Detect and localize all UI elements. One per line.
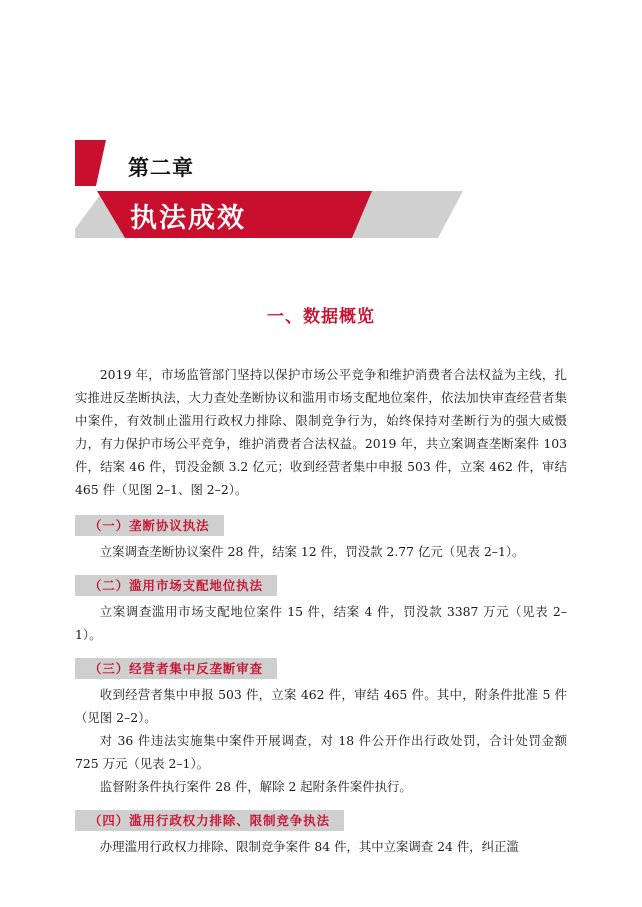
subsection-heading-merger-review: （三）经营者集中反垄断审查: [75, 658, 277, 679]
chapter-title: 执法成效: [130, 203, 246, 234]
subsection-paragraph: 对 36 件违法实施集中案件开展调查，对 18 件公开作出行政处罚，合计处罚金额 725 万元（见表 2–1）。: [75, 733, 567, 771]
subsection-paragraph: 收到经营者集中申报 503 件，立案 462 件，审结 465 件。其中，附条件批准 5 件（见图 2–2）。: [75, 687, 567, 725]
subsection-paragraph: 立案调查滥用市场支配地位案件 15 件，结案 4 件，罚没款 3387 万元（见表 2–1）。: [75, 604, 567, 642]
chapter-number: 第二章: [128, 156, 194, 180]
banner-accent-stripe: [75, 140, 106, 186]
subsection-heading-monopoly-agreement: （一）垄断协议执法: [75, 515, 224, 536]
intro-paragraph: 2019 年，市场监管部门坚持以保护市场公平竞争和维护消费者合法权益为主线，扎实推进反垄断执法，大力查处垄断协议和滥用市场支配地位案件，依法加快审查经营者集中案件，有效制止滥用行政权力排除、限制竞争行为，始终保持对垄断行为的强大威慑力，有力保护市场公平竞争，维护消费者合法权益。2019 年，共立案调查垄断案件 103 件，结案 46 件，罚没金额 3.2 亿元；收到经营者集中申报 503 件，立案 462 件，审结 465 件（见图 2–1、图 2–2）。: [75, 367, 567, 497]
subsection-paragraph: 办理滥用行政权力排除、限制竞争案件 84 件，其中立案调查 24 件，纠正滥: [99, 839, 519, 854]
subsection-paragraph: 监督附条件执行案件 28 件，解除 2 起附条件案件执行。: [99, 779, 412, 794]
body-text: [75, 363, 567, 858]
subsection-paragraph: 立案调查垄断协议案件 28 件，结案 12 件，罚没款 2.77 亿元（见表 2–1）。: [99, 544, 525, 559]
subsection-heading-dominant-position: （二）滥用市场支配地位执法: [75, 575, 277, 596]
subsection-heading-administrative-power: （四）滥用行政权力排除、限制竞争执法: [75, 810, 344, 831]
chapter-banner: [0, 0, 642, 260]
section-heading: 一、数据概览: [267, 307, 375, 327]
